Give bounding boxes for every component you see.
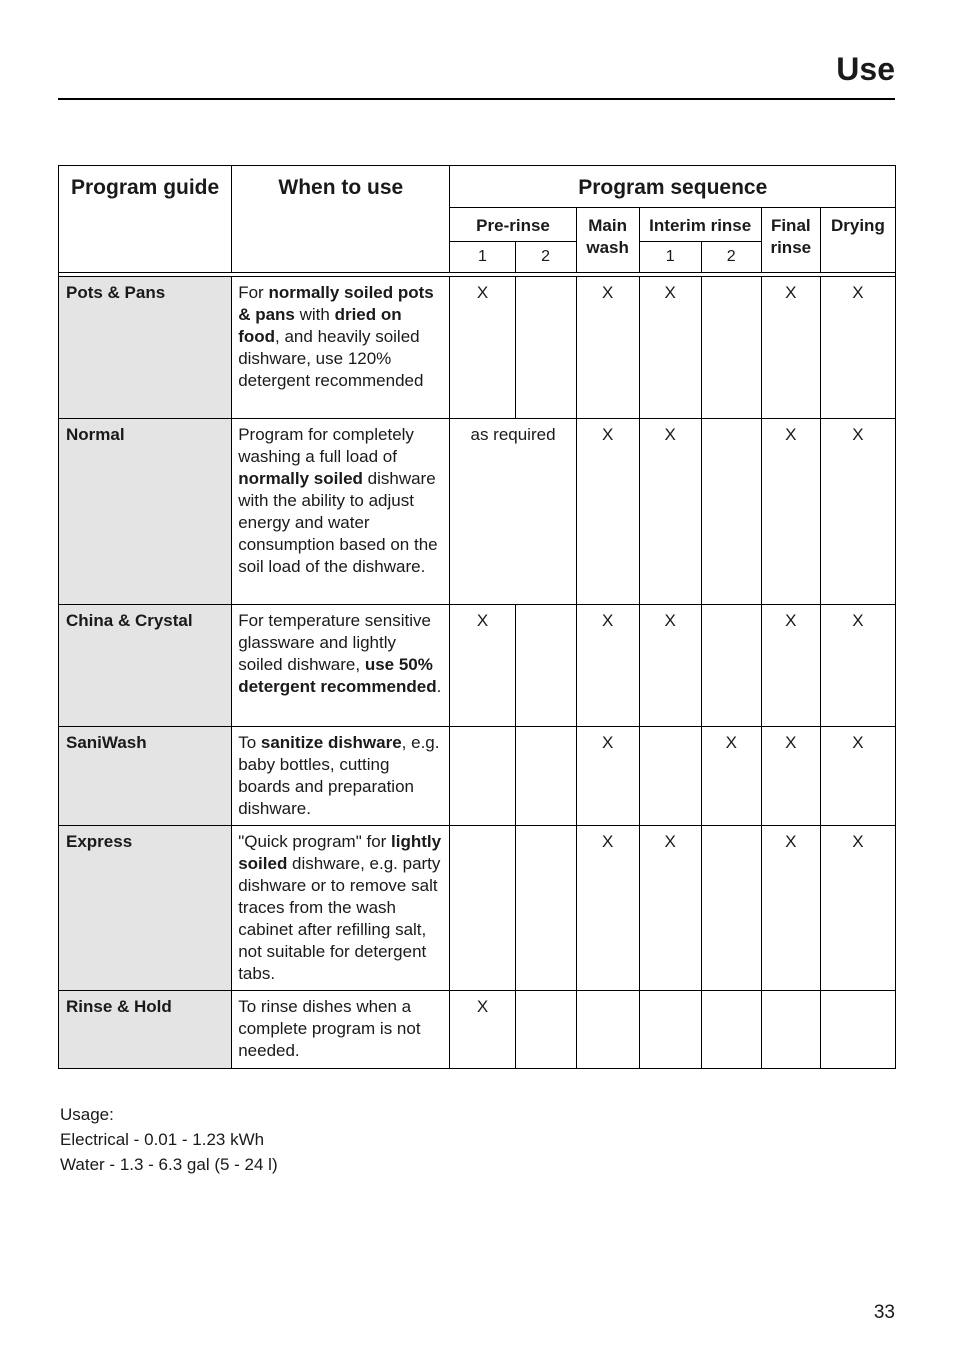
table-row (59, 826, 896, 991)
header-main-wash: Main wash (576, 208, 639, 273)
mark-interim-rinse-2 (701, 277, 761, 419)
mark-interim-rinse-2 (701, 991, 761, 1069)
usage-water: Water - 1.3 - 6.3 gal (5 - 24 l) (60, 1155, 278, 1174)
mark-interim-rinse-2 (701, 605, 761, 727)
description-text: with (294, 305, 335, 324)
description-emphasis: use 50% detergent recommended (238, 655, 437, 696)
header-interim-rinse-1: 1 (639, 242, 701, 273)
mark-pre-rinse-2 (515, 991, 576, 1069)
mark-main-wash: X (576, 419, 639, 605)
mark-main-wash: X (576, 826, 639, 991)
description-text: dishware, e.g. party dishware or to remove salt traces from the wash cabinet after refilling salt, not suitable for detergent tabs. (238, 854, 441, 983)
description-text: , e.g. baby bottles, cutting boards and preparation dishware. (238, 733, 440, 818)
mark-pre-rinse-2 (515, 727, 576, 826)
program-description (232, 419, 450, 605)
mark-main-wash: X (576, 727, 639, 826)
description-text: For (238, 283, 269, 302)
header-program-guide: Program guide (59, 166, 232, 273)
mark-pre-rinse-2 (515, 277, 576, 419)
mark-final-rinse: X (761, 277, 820, 419)
program-description (232, 826, 450, 991)
mark-pre-rinse-2 (515, 826, 576, 991)
program-rows (59, 277, 896, 1069)
mark-main-wash: X (576, 277, 639, 419)
table-row (59, 419, 896, 605)
header-interim-rinse-2: 2 (701, 242, 761, 273)
program-guide-table (58, 165, 896, 1069)
mark-drying: X (820, 419, 895, 605)
header-pre-rinse-1: 1 (450, 242, 515, 273)
mark-final-rinse: X (761, 419, 820, 605)
mark-final-rinse: X (761, 605, 820, 727)
table-row (59, 727, 896, 826)
mark-drying (820, 991, 895, 1069)
program-description (232, 605, 450, 727)
page-number: 33 (873, 1302, 895, 1323)
mark-final-rinse (761, 991, 820, 1069)
program-name: Pots & Pans (59, 277, 232, 419)
mark-pre-rinse-1 (450, 826, 515, 991)
description-text: To rinse dishes when a complete program is not needed. (238, 997, 421, 1060)
mark-drying: X (820, 826, 895, 991)
description-emphasis: lightly soiled (238, 832, 442, 873)
mark-final-rinse: X (761, 826, 820, 991)
mark-interim-rinse-1: X (639, 826, 701, 991)
program-description (232, 277, 450, 419)
table-row (59, 605, 896, 727)
mark-main-wash: X (576, 605, 639, 727)
program-name: Express (59, 826, 232, 991)
description-emphasis: normally soiled (238, 469, 363, 488)
usage-label: Usage: (60, 1105, 114, 1124)
description-text: For temperature sensitive glassware and lightly soiled dishware, (238, 611, 431, 674)
header-when-to-use: When to use (232, 166, 450, 273)
description-emphasis: dried on food (238, 305, 402, 346)
mark-main-wash (576, 991, 639, 1069)
program-name: Rinse & Hold (59, 991, 232, 1069)
mark-final-rinse: X (761, 727, 820, 826)
header-final-rinse: Final rinse (761, 208, 820, 273)
mark-pre-rinse-1: X (450, 605, 515, 727)
mark-pre-rinse-1: X (450, 277, 515, 419)
program-description (232, 727, 450, 826)
header-program-sequence: Program sequence (450, 166, 896, 208)
program-name: China & Crystal (59, 605, 232, 727)
pre-rinse-note: as required (450, 419, 576, 605)
description-text: . (436, 677, 442, 696)
description-text: , and heavily soiled dishware, use 120% detergent recommended (238, 327, 424, 390)
mark-interim-rinse-2 (701, 826, 761, 991)
mark-pre-rinse-2 (515, 605, 576, 727)
mark-interim-rinse-1: X (639, 277, 701, 419)
mark-interim-rinse-1: X (639, 419, 701, 605)
usage-electrical: Electrical - 0.01 - 1.23 kWh (60, 1130, 265, 1149)
description-emphasis: normally soiled pots & pans (238, 283, 434, 324)
mark-drying: X (820, 727, 895, 826)
page-title: Use (836, 51, 895, 87)
description-text: Program for completely washing a full load of (238, 425, 414, 466)
mark-drying: X (820, 605, 895, 727)
mark-interim-rinse-1: X (639, 605, 701, 727)
header-pre-rinse-2: 2 (515, 242, 576, 273)
description-text: "Quick program" for (238, 832, 392, 851)
mark-interim-rinse-2 (701, 419, 761, 605)
mark-pre-rinse-1 (450, 727, 515, 826)
mark-interim-rinse-1 (639, 727, 701, 826)
header-interim-rinse: Interim rinse (639, 208, 761, 242)
description-text: dishware with the ability to adjust energy and water consumption based on the soil load of the dishware. (238, 469, 438, 576)
program-name: Normal (59, 419, 232, 605)
header-drying: Drying (820, 208, 895, 273)
description-text: To (238, 733, 261, 752)
program-description (232, 991, 450, 1069)
table-row (59, 991, 896, 1069)
table-row (59, 277, 896, 419)
program-name: SaniWash (59, 727, 232, 826)
mark-interim-rinse-1 (639, 991, 701, 1069)
header-pre-rinse: Pre-rinse (450, 208, 576, 242)
mark-interim-rinse-2: X (701, 727, 761, 826)
mark-pre-rinse-1: X (450, 991, 515, 1069)
description-emphasis: sanitize dishware (260, 733, 402, 752)
usage-info (60, 1102, 278, 1177)
header-divider (58, 98, 895, 100)
mark-drying: X (820, 277, 895, 419)
